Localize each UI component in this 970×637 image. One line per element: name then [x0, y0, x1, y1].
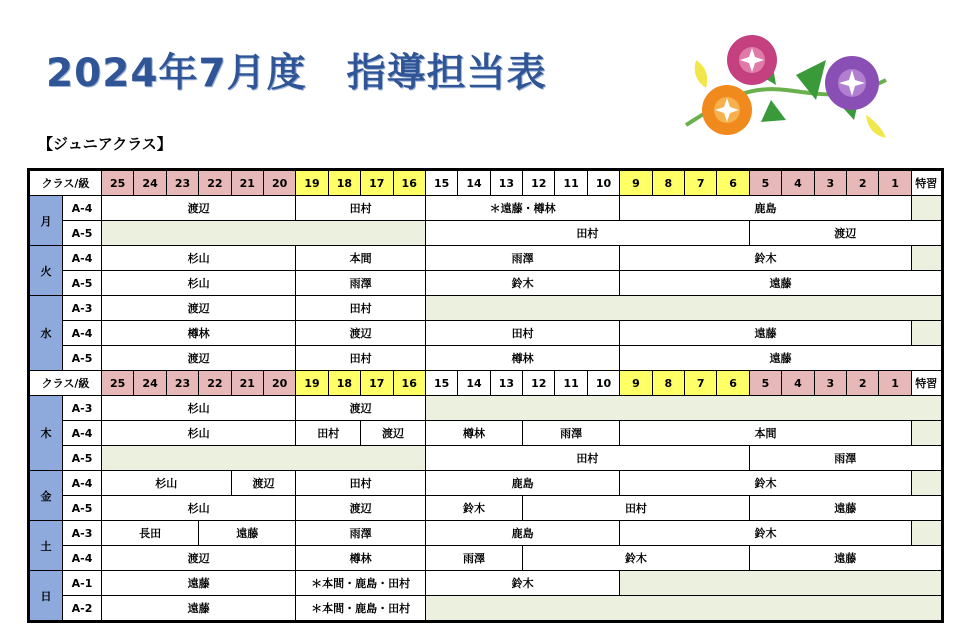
level-header: 18 — [328, 170, 360, 196]
class-cell: A-1 — [63, 571, 102, 596]
empty-cell — [911, 471, 942, 496]
level-header: 1 — [879, 371, 911, 396]
instructor-cell: 雨澤 — [425, 246, 619, 271]
level-header: 5 — [749, 371, 781, 396]
level-header: 23 — [166, 170, 198, 196]
level-header: 17 — [361, 371, 393, 396]
level-header: 25 — [102, 170, 134, 196]
instructor-cell: 鹿島 — [620, 196, 912, 221]
level-header: 12 — [523, 170, 555, 196]
instructor-cell: 鈴木 — [425, 271, 619, 296]
level-header: 23 — [166, 371, 198, 396]
instructor-cell: 遠藤 — [620, 271, 943, 296]
level-header: 9 — [620, 371, 652, 396]
instructor-cell: 樽林 — [296, 546, 426, 571]
schedule-row — [29, 471, 943, 496]
schedule-row — [29, 496, 943, 521]
schedule-row — [29, 546, 943, 571]
level-header: 8 — [652, 170, 684, 196]
instructor-cell: 杉山 — [102, 246, 296, 271]
level-header: 12 — [523, 371, 555, 396]
level-header: 7 — [685, 371, 717, 396]
level-header: 4 — [782, 371, 814, 396]
instructor-cell: 樽林 — [425, 421, 522, 446]
instructor-cell: 長田 — [102, 521, 199, 546]
level-header: 9 — [620, 170, 652, 196]
class-cell: A-4 — [63, 471, 102, 496]
schedule-row — [29, 396, 943, 421]
class-cell: A-3 — [63, 521, 102, 546]
level-header: 10 — [587, 371, 619, 396]
instructor-cell: 本間 — [296, 246, 426, 271]
level-header: 特習 — [911, 170, 942, 196]
schedule-row — [29, 321, 943, 346]
instructor-cell: 鈴木 — [425, 496, 522, 521]
instructor-cell: 渡辺 — [231, 471, 296, 496]
level-header: 6 — [717, 170, 749, 196]
empty-cell — [620, 571, 943, 596]
level-header: 1 — [879, 170, 911, 196]
instructor-cell: 渡辺 — [102, 346, 296, 371]
weekday-cell: 日 — [29, 571, 63, 622]
empty-cell — [911, 521, 942, 546]
schedule-row — [29, 296, 943, 321]
empty-cell — [911, 246, 942, 271]
level-header: 20 — [263, 371, 295, 396]
instructor-cell: 遠藤 — [749, 546, 942, 571]
instructor-cell: ＊本間・鹿島・田村 — [296, 596, 426, 622]
level-header: 8 — [652, 371, 684, 396]
level-header: 15 — [425, 371, 457, 396]
instructor-cell: 田村 — [425, 446, 749, 471]
instructor-cell: 田村 — [296, 421, 361, 446]
weekday-cell: 木 — [29, 396, 63, 471]
level-header: 11 — [555, 170, 587, 196]
level-header: 18 — [328, 371, 360, 396]
instructor-cell: 田村 — [296, 471, 426, 496]
level-header: 24 — [134, 371, 166, 396]
instructor-cell: 鈴木 — [620, 471, 912, 496]
weekday-cell: 水 — [29, 296, 63, 371]
level-header: 13 — [490, 371, 522, 396]
instructor-cell: 渡辺 — [296, 496, 426, 521]
class-cell: A-4 — [63, 246, 102, 271]
header-row — [29, 170, 943, 196]
instructor-cell: 渡辺 — [296, 396, 426, 421]
instructor-cell: 樽林 — [102, 321, 296, 346]
empty-cell — [425, 596, 942, 622]
class-cell: A-4 — [63, 321, 102, 346]
instructor-cell: 鹿島 — [425, 521, 619, 546]
empty-cell — [102, 221, 426, 246]
instructor-cell: 渡辺 — [102, 196, 296, 221]
class-cell: A-2 — [63, 596, 102, 622]
level-header: 6 — [717, 371, 749, 396]
level-header: 14 — [458, 170, 490, 196]
instructor-cell: 田村 — [425, 321, 619, 346]
instructor-cell: 田村 — [425, 221, 749, 246]
level-header: 14 — [458, 371, 490, 396]
level-header: 3 — [814, 371, 846, 396]
level-header: 20 — [263, 170, 295, 196]
instructor-cell: 雨澤 — [296, 521, 426, 546]
level-header: 4 — [782, 170, 814, 196]
level-header: 10 — [587, 170, 619, 196]
level-header: 13 — [490, 170, 522, 196]
instructor-cell: 本間 — [620, 421, 912, 446]
instructor-cell: 遠藤 — [102, 571, 296, 596]
schedule-row — [29, 446, 943, 471]
class-cell: A-4 — [63, 421, 102, 446]
instructor-cell: 渡辺 — [749, 221, 942, 246]
instructor-cell: 樽林 — [425, 346, 619, 371]
schedule-row — [29, 196, 943, 221]
instructor-cell: 田村 — [296, 196, 426, 221]
instructor-cell: 雨澤 — [523, 421, 620, 446]
instructor-cell: 鹿島 — [425, 471, 619, 496]
class-cell: A-5 — [63, 496, 102, 521]
page-title: 2024年7月度 指導担当表 — [46, 51, 547, 96]
instructor-cell: 渡辺 — [296, 321, 426, 346]
empty-cell — [102, 446, 426, 471]
header-label: クラス/級 — [29, 371, 102, 396]
empty-cell — [425, 296, 942, 321]
instructor-cell: 鈴木 — [523, 546, 750, 571]
level-header: 15 — [425, 170, 457, 196]
instructor-cell: 遠藤 — [620, 321, 912, 346]
instructor-cell: 渡辺 — [361, 421, 426, 446]
instructor-cell: 雨澤 — [749, 446, 942, 471]
level-header: 7 — [685, 170, 717, 196]
instructor-cell: 田村 — [523, 496, 750, 521]
class-cell: A-3 — [63, 396, 102, 421]
class-cell: A-5 — [63, 446, 102, 471]
schedule-row — [29, 596, 943, 622]
level-header: 11 — [555, 371, 587, 396]
schedule-row — [29, 246, 943, 271]
level-header: 19 — [296, 371, 328, 396]
instructor-cell: 杉山 — [102, 421, 296, 446]
instructor-cell: 遠藤 — [749, 496, 942, 521]
empty-cell — [911, 321, 942, 346]
weekday-cell: 金 — [29, 471, 63, 521]
level-header: 2 — [846, 371, 878, 396]
schedule-row — [29, 346, 943, 371]
schedule-row — [29, 221, 943, 246]
level-header: 21 — [231, 371, 263, 396]
class-cell: A-5 — [63, 221, 102, 246]
header-label: クラス/級 — [29, 170, 102, 196]
instructor-cell: ＊遠藤・樽林 — [425, 196, 619, 221]
instructor-cell: ＊本間・鹿島・田村 — [296, 571, 426, 596]
instructor-cell: 遠藤 — [620, 346, 943, 371]
level-header: 22 — [199, 371, 231, 396]
instructor-cell: 遠藤 — [199, 521, 296, 546]
empty-cell — [911, 421, 942, 446]
empty-cell — [425, 396, 942, 421]
instructor-cell: 杉山 — [102, 471, 232, 496]
schedule-row — [29, 521, 943, 546]
level-header: 5 — [749, 170, 781, 196]
level-header: 2 — [846, 170, 878, 196]
weekday-cell: 月 — [29, 196, 63, 246]
instructor-cell: 遠藤 — [102, 596, 296, 622]
class-cell: A-5 — [63, 346, 102, 371]
instructor-cell: 杉山 — [102, 396, 296, 421]
instructor-cell: 渡辺 — [102, 546, 296, 571]
level-header: 17 — [361, 170, 393, 196]
schedule-table — [27, 168, 944, 623]
instructor-cell: 渡辺 — [102, 296, 296, 321]
level-header: 25 — [102, 371, 134, 396]
class-cell: A-4 — [63, 196, 102, 221]
morning-glory-illustration — [676, 30, 896, 140]
level-header: 21 — [231, 170, 263, 196]
schedule-row — [29, 421, 943, 446]
level-header: 16 — [393, 170, 425, 196]
header-row — [29, 371, 943, 396]
weekday-cell: 土 — [29, 521, 63, 571]
class-cell: A-3 — [63, 296, 102, 321]
level-header: 19 — [296, 170, 328, 196]
instructor-cell: 杉山 — [102, 271, 296, 296]
instructor-cell: 杉山 — [102, 496, 296, 521]
instructor-cell: 田村 — [296, 346, 426, 371]
instructor-cell: 鈴木 — [425, 571, 619, 596]
instructor-cell: 田村 — [296, 296, 426, 321]
class-cell: A-4 — [63, 546, 102, 571]
level-header: 16 — [393, 371, 425, 396]
level-header: 3 — [814, 170, 846, 196]
class-cell: A-5 — [63, 271, 102, 296]
level-header: 特習 — [911, 371, 942, 396]
class-subtitle: 【ジュニアクラス】 — [38, 135, 172, 153]
level-header: 22 — [199, 170, 231, 196]
instructor-cell: 鈴木 — [620, 521, 912, 546]
level-header: 24 — [134, 170, 166, 196]
schedule-row — [29, 271, 943, 296]
empty-cell — [911, 196, 942, 221]
instructor-cell: 鈴木 — [620, 246, 912, 271]
schedule-row — [29, 571, 943, 596]
instructor-cell: 雨澤 — [296, 271, 426, 296]
instructor-cell: 雨澤 — [425, 546, 522, 571]
weekday-cell: 火 — [29, 246, 63, 296]
